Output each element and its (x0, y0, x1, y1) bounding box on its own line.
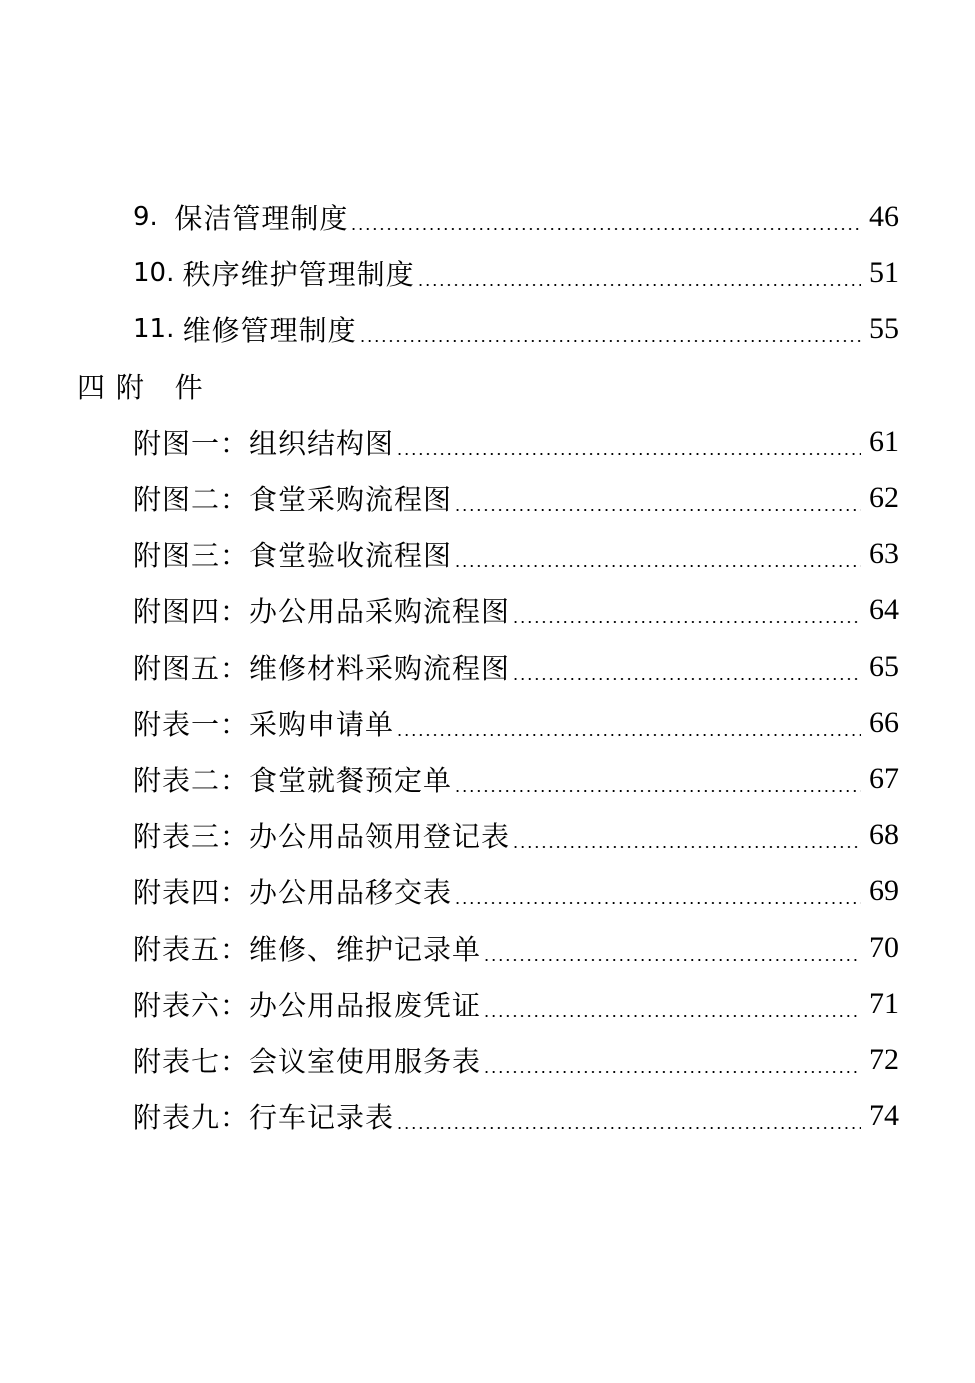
entry-title: 秩序维护管理制度 (182, 258, 415, 292)
toc-appendix-entry[interactable] (0, 470, 975, 526)
section-heading-text: 四 附 件 (77, 370, 204, 404)
appendix-label: 附图一： (133, 426, 250, 460)
appendix-label: 附表二： (133, 763, 250, 797)
entry-page-number: 62 (869, 481, 899, 515)
dot-leader (454, 488, 861, 516)
dot-leader (396, 432, 861, 460)
dot-leader (454, 544, 861, 572)
entry-title: 办公用品采购流程图 (249, 595, 511, 629)
toc-appendix-entry[interactable] (0, 582, 975, 638)
dot-leader (359, 319, 861, 347)
entry-page-number: 70 (869, 930, 899, 964)
entry-title: 维修、维护记录单 (249, 932, 482, 966)
entry-page-number: 64 (869, 593, 899, 627)
toc-entry[interactable] (0, 301, 975, 357)
table-of-contents (0, 189, 975, 1144)
appendix-label: 附表四： (133, 876, 250, 910)
entry-page-number: 67 (869, 761, 899, 795)
entry-page-number: 51 (869, 256, 899, 290)
toc-appendix-entry[interactable] (0, 526, 975, 582)
entry-page-number: 68 (869, 818, 899, 852)
toc-entry[interactable] (0, 245, 975, 301)
dot-leader (454, 769, 861, 797)
toc-appendix-entry[interactable] (0, 639, 975, 695)
entry-title: 办公用品移交表 (249, 876, 453, 910)
dot-leader (483, 994, 861, 1022)
entry-title: 食堂就餐预定单 (249, 763, 453, 797)
entry-page-number: 61 (869, 424, 899, 458)
appendix-label: 附表三： (133, 820, 250, 854)
appendix-label: 附表六： (133, 988, 250, 1022)
entry-page-number: 63 (869, 537, 899, 571)
entry-number: 11. (133, 314, 183, 345)
dot-leader (454, 881, 861, 909)
entry-title: 食堂采购流程图 (249, 483, 453, 517)
toc-appendix-entry[interactable] (0, 751, 975, 807)
entry-page-number: 71 (869, 986, 899, 1020)
appendix-label: 附图四： (133, 595, 250, 629)
appendix-label: 附表一： (133, 707, 250, 741)
appendix-label: 附图二： (133, 483, 250, 517)
dot-leader (512, 600, 861, 628)
entry-title: 保洁管理制度 (174, 202, 349, 236)
entry-title: 行车记录表 (249, 1101, 395, 1135)
entry-page-number: 74 (869, 1099, 899, 1133)
toc-entry[interactable] (0, 189, 975, 245)
dot-leader (483, 938, 861, 966)
entry-page-number: 46 (869, 200, 899, 234)
toc-appendix-entry[interactable] (0, 695, 975, 751)
appendix-label: 附图三： (133, 539, 250, 573)
entry-page-number: 66 (869, 705, 899, 739)
toc-appendix-entry[interactable] (0, 1032, 975, 1088)
dot-leader (350, 207, 861, 235)
entry-title: 办公用品报废凭证 (249, 988, 482, 1022)
toc-appendix-entry[interactable] (0, 863, 975, 919)
appendix-label: 附表五： (133, 932, 250, 966)
dot-leader (512, 825, 861, 853)
toc-appendix-entry[interactable] (0, 1088, 975, 1144)
entry-title: 维修管理制度 (182, 314, 357, 348)
appendix-label: 附表九： (133, 1101, 250, 1135)
entry-title: 维修材料采购流程图 (249, 651, 511, 685)
entry-title: 会议室使用服务表 (249, 1044, 482, 1078)
toc-appendix-entry[interactable] (0, 414, 975, 470)
dot-leader (512, 657, 861, 685)
dot-leader (396, 713, 861, 741)
dot-leader (396, 1106, 861, 1134)
entry-number: 10. (133, 258, 183, 289)
section-heading-appendix (0, 358, 975, 414)
dot-leader (417, 263, 861, 291)
entry-title: 食堂验收流程图 (249, 539, 453, 573)
appendix-label: 附表七： (133, 1044, 250, 1078)
entry-title: 组织结构图 (249, 426, 395, 460)
dot-leader (483, 1050, 861, 1078)
entry-page-number: 72 (869, 1042, 899, 1076)
entry-page-number: 69 (869, 874, 899, 908)
entry-title: 办公用品领用登记表 (249, 820, 511, 854)
entry-number: 9. (133, 202, 175, 233)
entry-page-number: 65 (869, 649, 899, 683)
entry-title: 采购申请单 (249, 707, 395, 741)
toc-appendix-entry[interactable] (0, 807, 975, 863)
entry-page-number: 55 (869, 312, 899, 346)
toc-appendix-entry[interactable] (0, 976, 975, 1032)
appendix-label: 附图五： (133, 651, 250, 685)
toc-appendix-entry[interactable] (0, 919, 975, 975)
